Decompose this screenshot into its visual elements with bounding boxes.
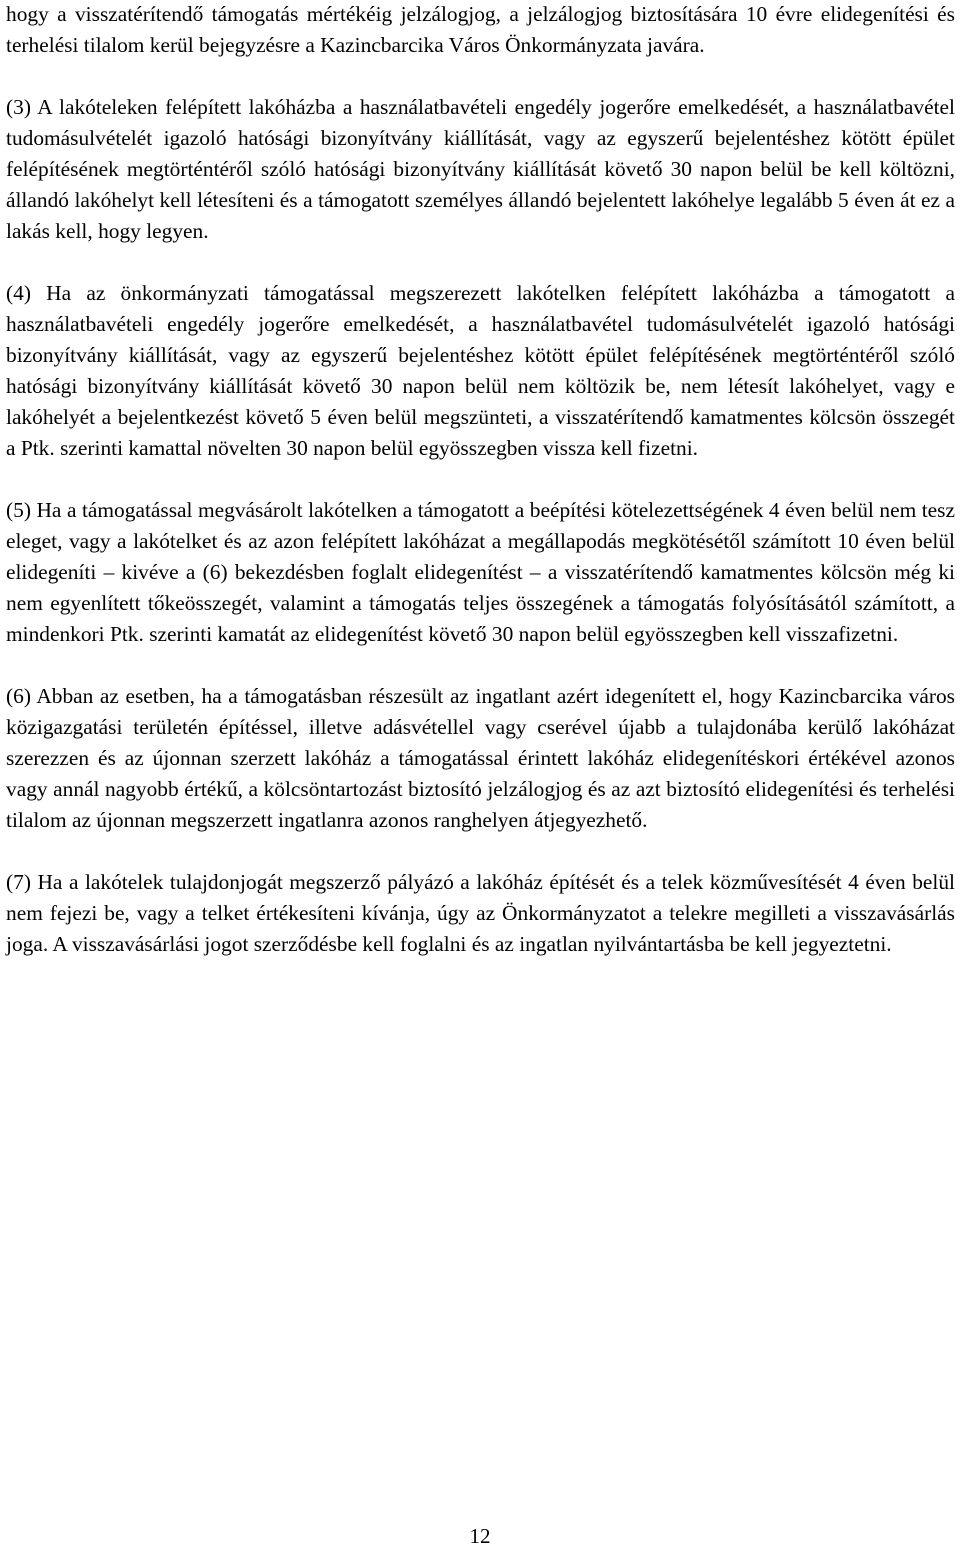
paragraph-spacer — [6, 464, 955, 495]
page-number: 12 — [469, 1524, 491, 1548]
paragraph-section-3: (3) A lakóteleken felépített lakóházba a használatbavételi engedély jogerőre emelkedését, a használatbavétel tudomásulvételét igazoló hatósági bizonyítvány kiállítását, vagy az egyszerű bejelentéshez kötött épület felépítésének megtörténtéről szóló hatósági bizonyítvány kiállítását követő 30 napon belül be kell költözni, állandó lakóhelyt kell létesíteni és a támogatott személyes állandó bejelentett lakóhelye legalább 5 éven át ez a lakás kell, hogy legyen. — [6, 95, 955, 243]
paragraph-spacer — [6, 650, 955, 681]
document-page — [6, 0, 955, 960]
paragraph-spacer — [6, 247, 955, 278]
paragraph-section-5: (5) Ha a támogatással megvásárolt lakótelken a támogatott a beépítési kötelezettségének 4 éven belül nem tesz eleget, vagy a lakótelket és az azon felépített lakóházat a megállapodás megkötésétől számított 10 éven belül elidegeníti – kivéve a (6) bekezdésben foglalt elidegenítést – a visszatérítendő kamatmentes kölcsön még ki nem egyenlített tőkeösszegét, valamint a támogatás teljes összegének a támogatás folyósításától számított, a mindenkori Ptk. szerinti kamatát az elidegenítést követő 30 napon belül egyösszegben kell visszafizetni. — [6, 498, 955, 646]
paragraph-section-6: (6) Abban az esetben, ha a támogatásban részesült az ingatlant azért idegenített el, hogy Kazincbarcika város közigazgatási területén építéssel, illetve adásvétellel vagy cserével újabb a tulajdonába kerülő lakóházat szerezzen és az újonnan szerzett lakóház a támogatással érintett lakóház elidegenítéskori értékével azonos vagy annál nagyobb értékű, a kölcsöntartozást biztosító jelzálogjog és az azt biztosító elidegenítési és terhelési tilalom az újonnan megszerzett ingatlanra azonos ranghelyen átjegyezhető. — [6, 684, 955, 832]
paragraph-spacer — [6, 836, 955, 867]
paragraph-spacer — [6, 61, 955, 92]
paragraph-section-7: (7) Ha a lakótelek tulajdonjogát megszerző pályázó a lakóház építését és a telek közművesítését 4 éven belül nem fejezi be, vagy a telket értékesíteni kívánja, úgy az Önkormányzatot a telekre megilleti a visszavásárlás joga. A visszavásárlási jogot szerződésbe kell foglalni és az ingatlan nyilvántartásba be kell jegyeztetni. — [6, 870, 955, 956]
paragraph-section-4: (4) Ha az önkormányzati támogatással megszerezett lakótelken felépített lakóházba a támogatott a használatbavételi engedély jogerőre emelkedését, a használatbavétel tudomásulvételét igazoló hatósági bizonyítvány kiállítását, vagy az egyszerű bejelentéshez kötött épület felépítésének megtörténtéről szóló hatósági bizonyítvány kiállítását követő 30 napon belül nem költözik be, nem létesít lakóhelyet, vagy e lakóhelyét a bejelentkezést követő 5 éven belül megszünteti, a visszatérítendő kamatmentes kölcsön összegét a Ptk. szerinti kamattal növelten 30 napon belül egyösszegben vissza kell fizetni. — [6, 281, 955, 460]
paragraph-continuation: hogy a visszatérítendő támogatás mértékéig jelzálogjog, a jelzálogjog biztosítására 10 évre elidegenítési és terhelési tilalom kerül bejegyzésre a Kazincbarcika Város Önkormányzata javára. — [6, 2, 955, 57]
